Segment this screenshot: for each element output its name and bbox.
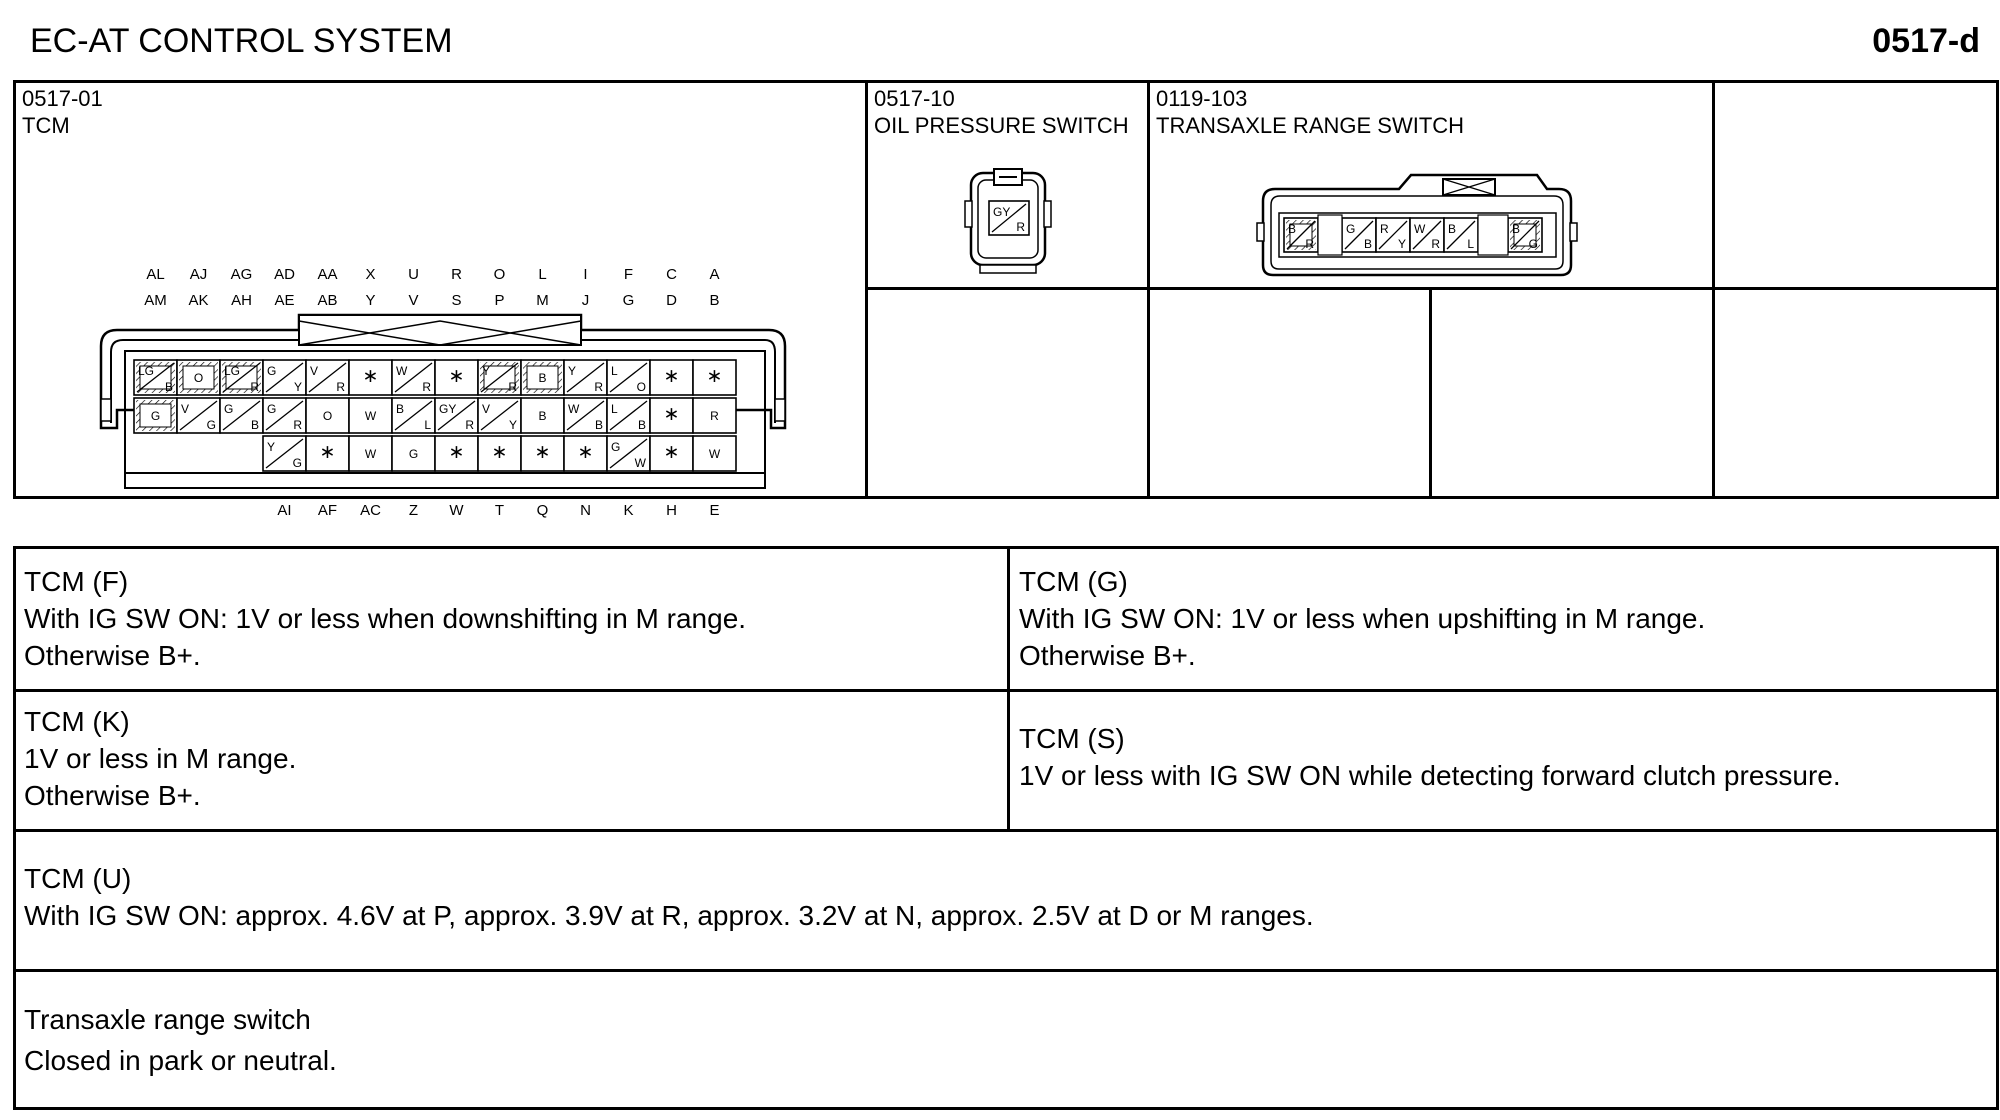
pin-color-bottom: G xyxy=(1528,237,1538,251)
pin-position-label: AB xyxy=(317,292,338,309)
pin-position-label: I xyxy=(583,266,588,283)
note-title: TCM (S) xyxy=(1019,723,1125,754)
ops-side-latch xyxy=(965,201,972,227)
page-title: EC-AT CONTROL SYSTEM xyxy=(30,22,453,60)
pin-color-top: Y xyxy=(482,364,491,378)
pin-position-label: O xyxy=(493,266,506,283)
pin-position-label: AK xyxy=(188,292,209,309)
pin-color-top: Y xyxy=(267,440,276,454)
trs-separator xyxy=(1318,215,1342,255)
pin-color-bottom: Y xyxy=(293,380,302,394)
pin-color-label: R xyxy=(710,409,719,424)
pin-position-label: AF xyxy=(317,502,338,519)
connector-name: TCM xyxy=(22,113,70,138)
note-line: With IG SW ON: 1V or less when downshifting in M range. xyxy=(24,603,747,634)
pin-color-bottom: B xyxy=(164,380,173,394)
pin-color-label: B xyxy=(538,409,547,424)
pin-position-label: J xyxy=(581,292,590,309)
pin-color-label: ∗ xyxy=(663,442,680,464)
pin-position-label: AH xyxy=(231,292,252,309)
pin-color-bottom: R xyxy=(508,380,517,394)
pin-color-bottom: R xyxy=(422,380,431,394)
pin-position-label: F xyxy=(623,266,634,283)
pin-position-label: H xyxy=(666,502,677,519)
pin-color-bottom: R xyxy=(1305,237,1314,251)
note-line: With IG SW ON: 1V or less when upshifting in M range. xyxy=(1019,603,1706,634)
pin-position-label: AJ xyxy=(189,266,208,283)
pin-color-top: V xyxy=(181,402,190,416)
pin-color-bottom: G xyxy=(292,456,302,470)
ops-base xyxy=(980,265,1036,273)
connector-code: 0517-10 xyxy=(874,86,955,111)
note-tcm-s xyxy=(1019,720,1841,794)
pin-color-label: ∗ xyxy=(663,404,680,426)
pin-color-bottom: Y xyxy=(508,418,517,432)
pin-position-label: N xyxy=(580,502,591,519)
pin-color-top: V xyxy=(310,364,319,378)
pin-color-bottom: B xyxy=(594,418,603,432)
pin-color-bottom: R xyxy=(250,380,259,394)
tcm-bottom-rim xyxy=(125,473,765,488)
transaxle-range-switch-connector xyxy=(1257,175,1577,275)
pin-color-top: L xyxy=(611,364,618,378)
notes-table xyxy=(13,546,1999,1110)
pin-color-top: G xyxy=(267,402,277,416)
pin-position-label: AG xyxy=(230,266,253,283)
pin-color-label: O xyxy=(193,371,204,386)
pin-position-label: E xyxy=(709,502,720,519)
pin-color-top: B xyxy=(396,402,405,416)
note-tcm-g xyxy=(1019,563,1705,674)
trs-side-latch xyxy=(1257,223,1264,241)
pin-color-label: O xyxy=(322,409,333,424)
pin-color-label: ∗ xyxy=(362,366,379,388)
note-tcm-k xyxy=(24,703,296,814)
pin-position-label: AI xyxy=(277,502,292,519)
pin-position-label: AM xyxy=(144,292,167,309)
pin-position-label: D xyxy=(666,292,677,309)
ops-side-latch xyxy=(1044,201,1051,227)
pin-position-label: K xyxy=(623,502,634,519)
pin-color-label: ∗ xyxy=(491,442,508,464)
pin-color-top: Y xyxy=(568,364,577,378)
pin-color-label: ∗ xyxy=(448,366,465,388)
transaxle-range-switch-diagram xyxy=(1150,83,1712,287)
tcm-connector-cell xyxy=(16,83,865,519)
note-line: 1V or less in M range. xyxy=(24,743,297,774)
pin-color-label: ∗ xyxy=(663,366,680,388)
pin-color-top: W xyxy=(396,364,408,378)
pin-position-label: AE xyxy=(274,292,295,309)
note-line: With IG SW ON: approx. 4.6V at P, approx. 3.9V at R, approx. 3.2V at N, approx. 2.5V at D or M ranges. xyxy=(24,900,1314,931)
pin-color-top: W xyxy=(568,402,580,416)
pin-color-label: ∗ xyxy=(319,442,336,464)
pin-color-bottom: R xyxy=(1016,220,1025,234)
pin-color-bottom: R xyxy=(1431,237,1440,251)
pin-position-label: R xyxy=(451,266,462,283)
pin-color-top: R xyxy=(1380,222,1389,236)
note-title: Transaxle range switch xyxy=(24,1004,311,1035)
pin-color-label: W xyxy=(708,447,721,462)
pin-color-bottom: L xyxy=(1467,237,1474,251)
note-line: 1V or less with IG SW ON while detecting forward clutch pressure. xyxy=(1019,760,1841,791)
pin-position-label: AD xyxy=(274,266,295,283)
pin-color-top: G xyxy=(1346,222,1356,236)
pin-position-label: Z xyxy=(408,502,419,519)
pin-color-label: B xyxy=(538,371,547,386)
connector-name: TRANSAXLE RANGE SWITCH xyxy=(1156,113,1465,138)
pin-color-label: ∗ xyxy=(448,442,465,464)
pin-position-label: AA xyxy=(317,266,338,283)
divider xyxy=(1429,289,1432,499)
pin-color-label: G xyxy=(408,447,419,462)
note-title: TCM (F) xyxy=(24,566,129,597)
pin-position-label: C xyxy=(666,266,677,283)
note-tcm-f xyxy=(24,563,746,674)
pin-position-label: G xyxy=(622,292,635,309)
pin-color-top: W xyxy=(1414,222,1426,236)
connector-panel xyxy=(13,80,1999,519)
divider xyxy=(1007,549,1010,830)
oil-pressure-switch-cell xyxy=(868,83,1147,287)
note-line: Otherwise B+. xyxy=(24,640,201,671)
pin-position-label: AL xyxy=(146,266,165,283)
pin-color-top: LG xyxy=(224,364,241,378)
pin-color-top: GY xyxy=(439,402,457,416)
pin-position-label: W xyxy=(449,502,464,519)
tcm-connector-diagram xyxy=(16,83,865,519)
pin-position-label: X xyxy=(365,266,376,283)
pin-position-label: P xyxy=(494,292,505,309)
pin-position-label: V xyxy=(408,292,419,309)
note-title: TCM (U) xyxy=(24,863,132,894)
pin-color-bottom: B xyxy=(250,418,259,432)
pin-color-bottom: R xyxy=(336,380,345,394)
pin-position-label: Y xyxy=(365,292,376,309)
divider xyxy=(16,969,1996,972)
note-title: TCM (G) xyxy=(1019,566,1128,597)
pin-position-label: B xyxy=(709,292,720,309)
tcm-lock-tab xyxy=(299,315,581,345)
pin-position-label: T xyxy=(494,502,505,519)
trs-separator xyxy=(1478,215,1508,255)
pin-color-top: L xyxy=(611,402,618,416)
tcm-connector xyxy=(101,266,785,519)
note-line: Otherwise B+. xyxy=(1019,640,1196,671)
pin-color-bottom: W xyxy=(634,456,646,470)
pin-color-bottom: R xyxy=(594,380,603,394)
pin-color-top: GY xyxy=(993,205,1011,219)
pin-color-bottom: G xyxy=(206,418,216,432)
divider xyxy=(16,829,1996,832)
pin-position-label: L xyxy=(538,266,547,283)
pin-color-bottom: Y xyxy=(1397,237,1406,251)
pin-color-top: G xyxy=(224,402,234,416)
pin-color-top: G xyxy=(611,440,621,454)
page-id: 0517-d xyxy=(1872,22,1980,60)
pin-color-bottom: R xyxy=(293,418,302,432)
note-line: Otherwise B+. xyxy=(24,780,201,811)
pin-color-top: B xyxy=(1512,222,1521,236)
divider xyxy=(1712,83,1715,499)
pin-position-label: Q xyxy=(536,502,549,519)
trs-side-latch xyxy=(1570,223,1577,241)
pin-color-bottom: B xyxy=(1363,237,1372,251)
pin-color-label: W xyxy=(364,447,377,462)
pin-color-top: LG xyxy=(138,364,155,378)
pin-position-label: AC xyxy=(360,502,381,519)
pin-color-top: V xyxy=(482,402,491,416)
divider xyxy=(865,287,1999,290)
pin-color-label: ∗ xyxy=(534,442,551,464)
pin-color-label: ∗ xyxy=(706,366,723,388)
divider xyxy=(16,689,1996,692)
note-line: Closed in park or neutral. xyxy=(24,1045,337,1076)
oil-pressure-switch-diagram xyxy=(868,83,1147,287)
pin-position-label: A xyxy=(709,266,720,283)
pin-position-label: U xyxy=(408,266,419,283)
transaxle-range-switch-cell xyxy=(1150,83,1712,287)
note-tcm-u xyxy=(24,860,1314,934)
oil-pressure-switch-connector xyxy=(965,169,1051,273)
pin-color-label: W xyxy=(364,409,377,424)
connector-code: 0517-01 xyxy=(22,86,103,111)
pin-color-label: G xyxy=(150,409,161,424)
note-transaxle-range-switch xyxy=(24,999,337,1081)
pin-color-top: B xyxy=(1448,222,1457,236)
note-title: TCM (K) xyxy=(24,706,130,737)
pin-color-bottom: B xyxy=(637,418,646,432)
tcm-side-latch xyxy=(101,399,111,421)
pin-color-bottom: R xyxy=(465,418,474,432)
connector-name: OIL PRESSURE SWITCH xyxy=(874,113,1129,138)
tcm-side-latch xyxy=(775,399,785,421)
pin-color-top: B xyxy=(1288,222,1297,236)
pin-color-top: G xyxy=(267,364,277,378)
pin-color-bottom: L xyxy=(424,418,431,432)
pin-color-label: ∗ xyxy=(577,442,594,464)
connector-code: 0119-103 xyxy=(1156,86,1248,111)
pin-position-label: S xyxy=(451,292,462,309)
pin-position-label: M xyxy=(536,292,549,309)
pin-color-bottom: O xyxy=(636,380,646,394)
